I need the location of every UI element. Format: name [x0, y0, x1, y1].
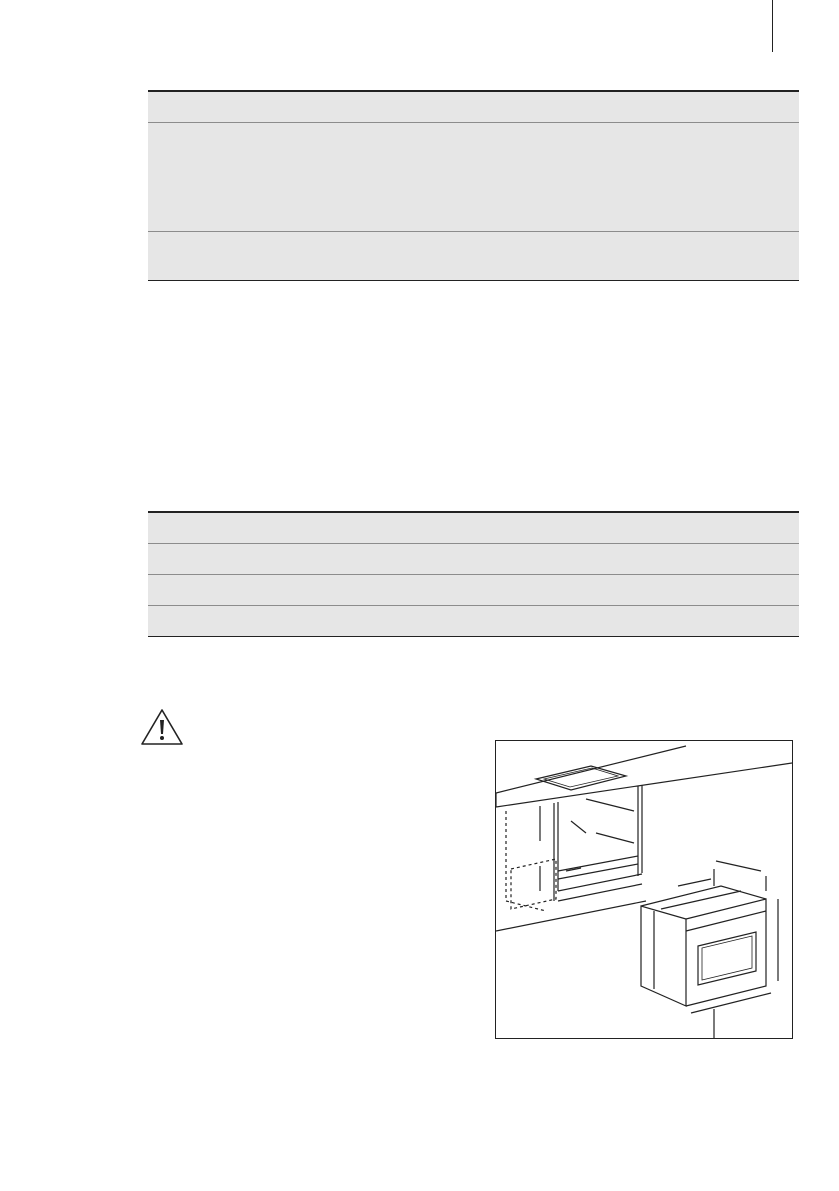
table-row [148, 605, 799, 637]
table-row [148, 122, 799, 231]
table-row [148, 574, 799, 605]
table-header-row [148, 90, 799, 122]
table-row [148, 543, 799, 574]
table-header-row [148, 511, 799, 543]
oven-installation-diagram [495, 740, 793, 1039]
crop-mark [772, 0, 773, 52]
specification-table [148, 511, 799, 637]
technical-data-table [148, 90, 799, 281]
table-row [148, 231, 799, 281]
oven-cabinet-illustration [496, 741, 792, 1038]
warning-triangle-icon [139, 707, 185, 747]
